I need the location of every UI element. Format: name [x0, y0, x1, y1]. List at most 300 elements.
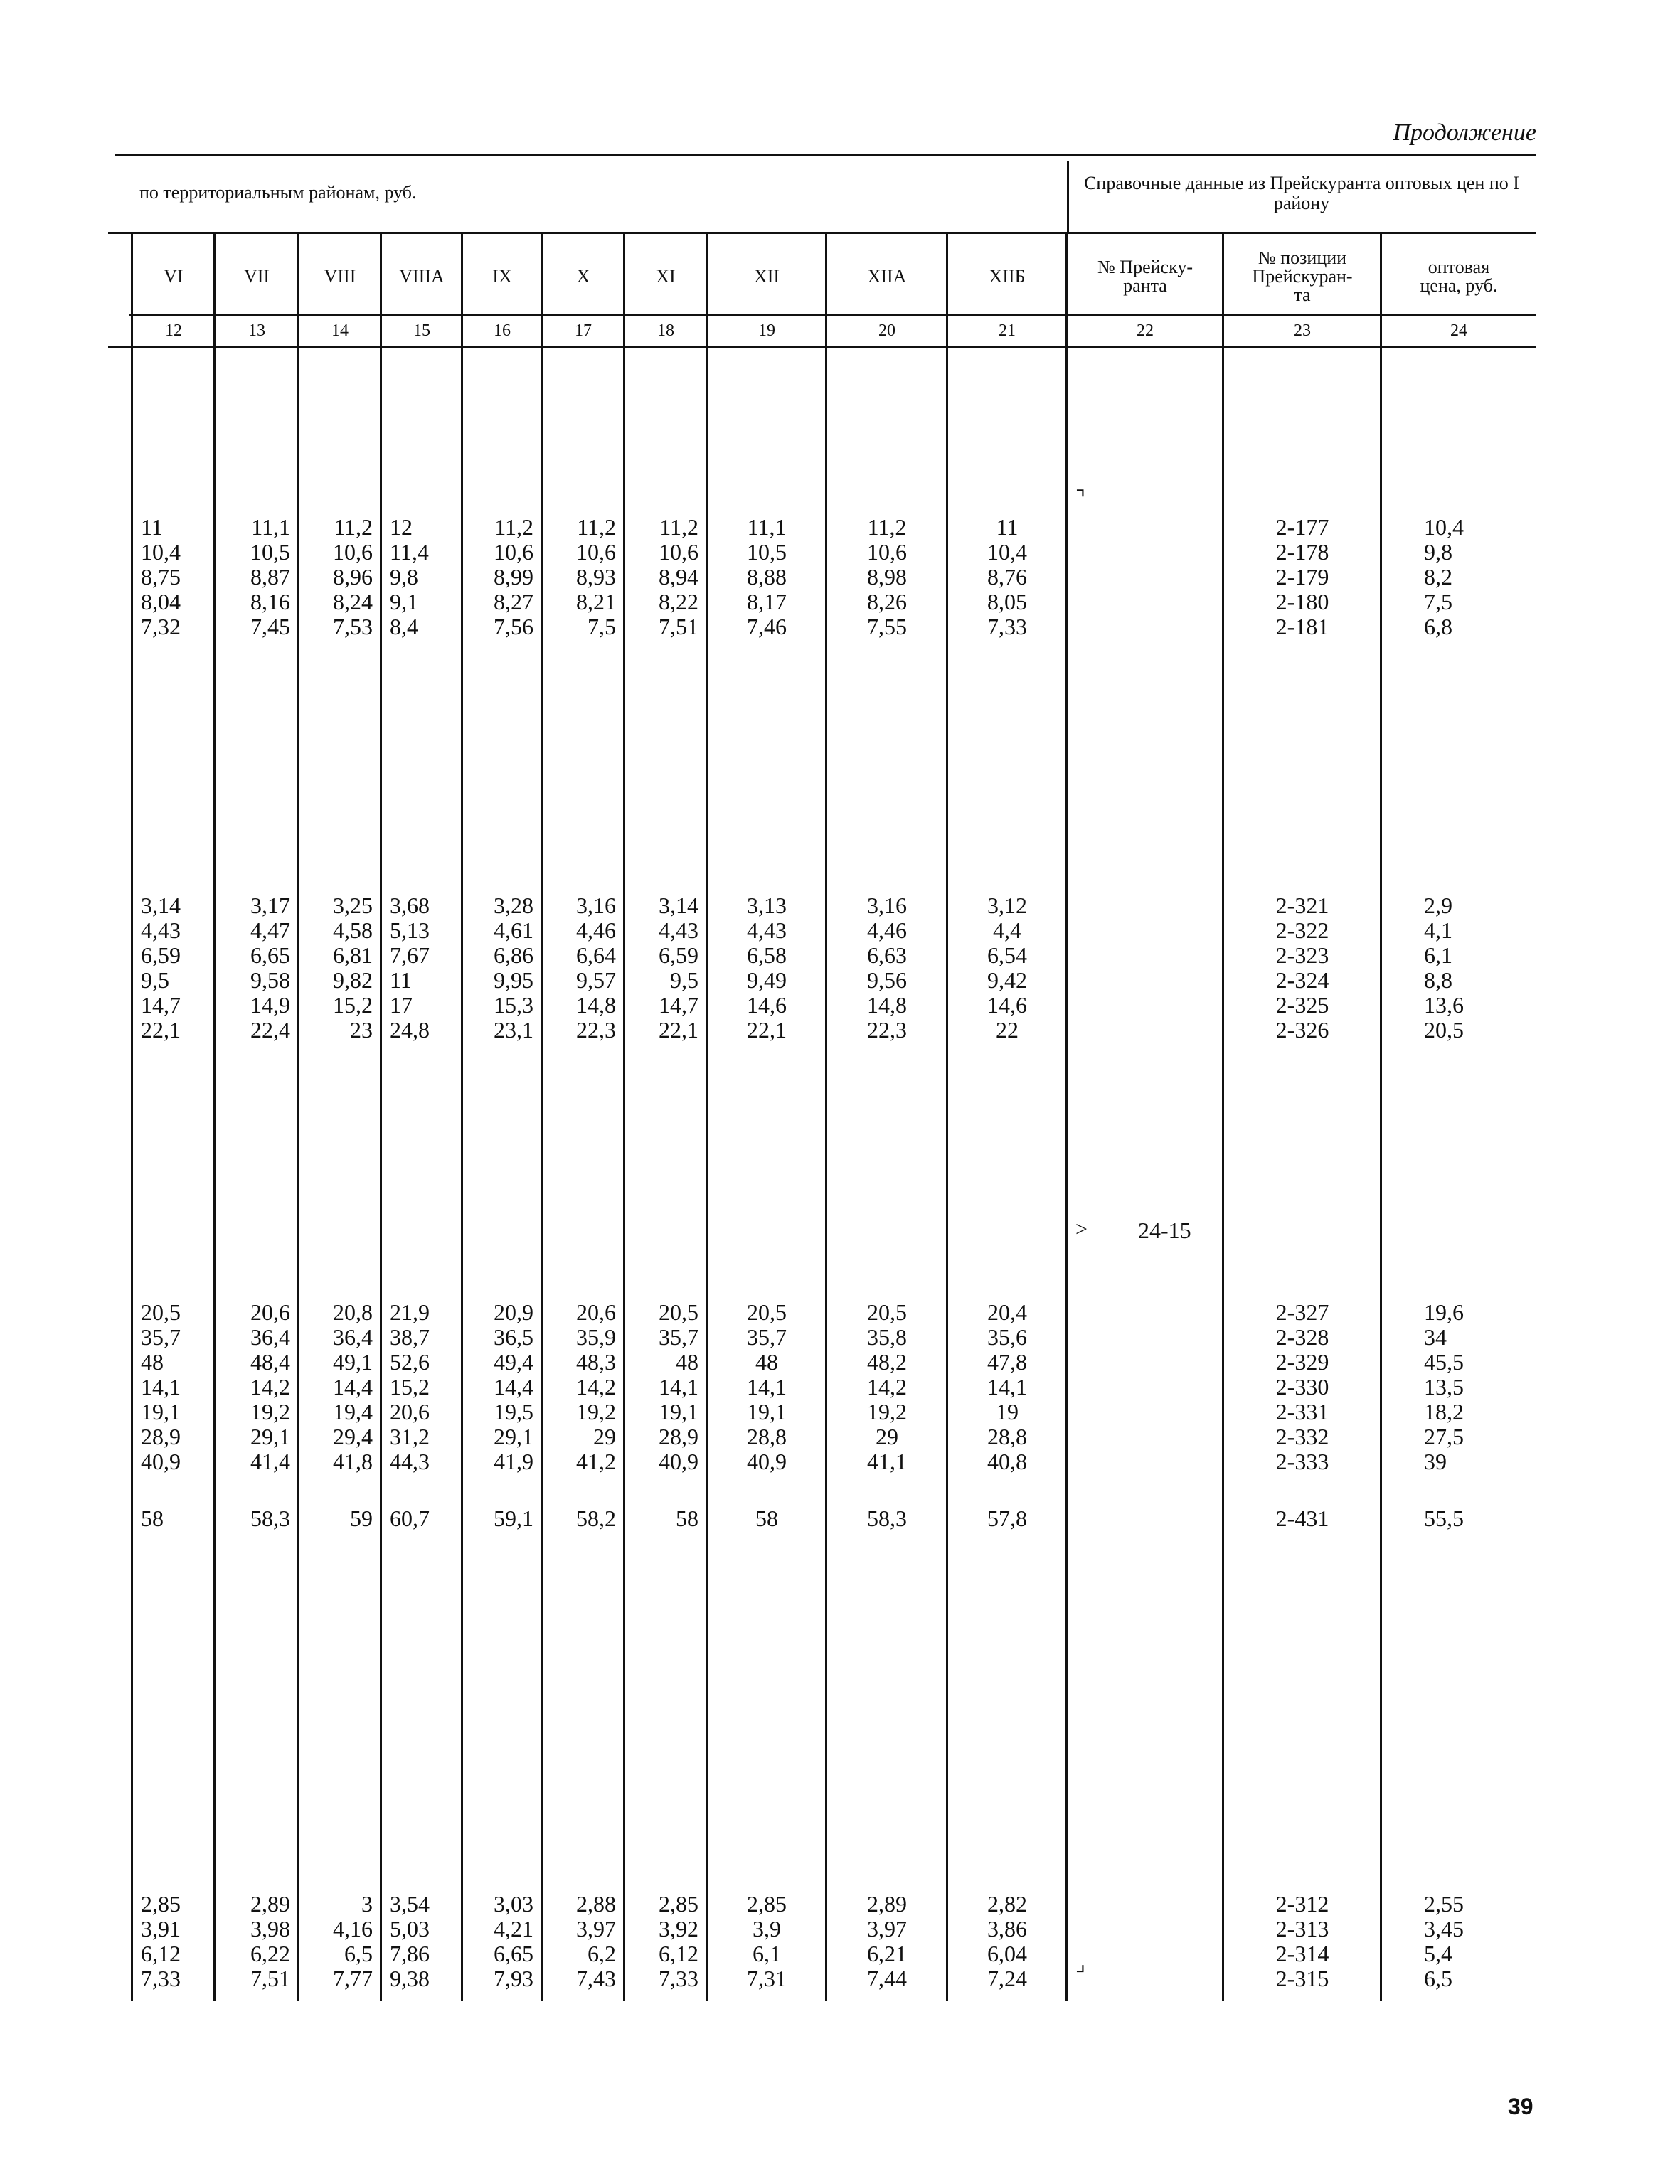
position-number: 2-322: [1275, 917, 1329, 943]
table-cell: 35,9: [576, 1324, 616, 1350]
table-cell: 6,54: [987, 942, 1027, 968]
position-number: 2-327: [1275, 1299, 1329, 1325]
table-cell: 8,26: [867, 589, 907, 614]
table-cell: 22,3: [576, 1017, 616, 1043]
wholesale-price: 45,5: [1424, 1349, 1464, 1375]
position-number: 2-179: [1275, 564, 1329, 590]
table-cell: 7,46: [747, 614, 787, 639]
table-cell: 7,43: [576, 1966, 616, 1991]
table-cell: 3,68: [390, 893, 430, 918]
table-cell: 20,5: [141, 1299, 181, 1325]
table-cell: 28,9: [659, 1424, 698, 1449]
table-cell: 11,2: [867, 514, 907, 540]
position-number: 2-331: [1275, 1399, 1329, 1424]
table-cell: 14,2: [867, 1374, 907, 1400]
table-cell: 35,6: [987, 1324, 1027, 1350]
table-cell: 14,1: [141, 1374, 181, 1400]
table-cell: 6,22: [250, 1941, 290, 1966]
table-cell: 20,6: [390, 1399, 430, 1424]
table-cell: 22,4: [250, 1017, 290, 1043]
table-cell: 9,8: [390, 564, 418, 590]
table-cell: 22,1: [141, 1017, 181, 1043]
table-cell: 10,4: [987, 539, 1027, 565]
table-cell: 14,1: [747, 1374, 787, 1400]
column-header: IX: [492, 266, 512, 287]
table-cell: 20,4: [987, 1299, 1027, 1325]
table-cell: 36,4: [250, 1324, 290, 1350]
table-cell: 49,1: [333, 1349, 373, 1375]
table-cell: 58: [141, 1506, 164, 1531]
table-cell: 4,43: [659, 917, 698, 943]
table-cell: 4,4: [993, 917, 1021, 943]
wholesale-price: 5,4: [1424, 1941, 1452, 1966]
table-cell: 6,04: [987, 1941, 1027, 1966]
table-cell: 48: [676, 1349, 698, 1375]
table-cell: 29,1: [250, 1424, 290, 1449]
table-cell: 11: [141, 514, 163, 540]
table-cell: 3,13: [747, 893, 787, 918]
table-cell: 3,25: [333, 893, 373, 918]
table-cell: 22,1: [747, 1017, 787, 1043]
table-cell: 8,24: [333, 589, 373, 614]
table-cell: 3,9: [753, 1916, 781, 1941]
table-cell: 22: [996, 1017, 1019, 1043]
table-cell: 10,6: [333, 539, 373, 565]
table-cell: 60,7: [390, 1506, 430, 1531]
table-cell: 5,03: [390, 1916, 430, 1941]
column-rule: [946, 233, 948, 2001]
table-cell: 4,58: [333, 917, 373, 943]
table-cell: 6,86: [494, 942, 533, 968]
table-cell: 3,17: [250, 893, 290, 918]
top-rule: [115, 154, 1536, 156]
price-list-number: 24-15: [1138, 1218, 1191, 1243]
table-cell: 14,1: [987, 1374, 1027, 1400]
column-number: 19: [758, 321, 775, 340]
table-cell: 58: [676, 1506, 698, 1531]
table-cell: 14,4: [494, 1374, 533, 1400]
table-cell: 8,05: [987, 589, 1027, 614]
position-number: 2-332: [1275, 1424, 1329, 1449]
column-number: 16: [494, 321, 511, 340]
page-number: 39: [1508, 2094, 1533, 2119]
table-cell: 14,4: [333, 1374, 373, 1400]
table-cell: 6,63: [867, 942, 907, 968]
position-number: 2-181: [1275, 614, 1329, 639]
table-cell: 4,46: [576, 917, 616, 943]
table-cell: 6,12: [141, 1941, 181, 1966]
continuation-label: Продолжение: [1393, 119, 1536, 146]
table-cell: 48: [755, 1349, 778, 1375]
table-cell: 9,5: [141, 967, 169, 993]
table-cell: 11,2: [659, 514, 698, 540]
column-rule: [1065, 233, 1068, 2001]
table-cell: 22,3: [867, 1017, 907, 1043]
column-header: № позиции Прейскуран- та: [1252, 247, 1353, 305]
table-cell: 19,2: [867, 1399, 907, 1424]
position-number: 2-314: [1275, 1941, 1329, 1966]
table-cell: 11,4: [390, 539, 429, 565]
table-cell: 7,51: [250, 1966, 290, 1991]
table-cell: 20,5: [867, 1299, 907, 1325]
position-number: 2-431: [1275, 1506, 1329, 1531]
table-cell: 58,3: [867, 1506, 907, 1531]
table-cell: 3,14: [141, 893, 181, 918]
wholesale-price: 19,6: [1424, 1299, 1464, 1325]
column-number: 22: [1137, 321, 1154, 340]
wholesale-price: 39: [1424, 1449, 1447, 1474]
table-cell: 17: [390, 992, 413, 1018]
group-brace-top: ⌝: [1075, 487, 1086, 511]
table-cell: 19,2: [576, 1399, 616, 1424]
table-cell: 6,21: [867, 1941, 907, 1966]
table-cell: 7,93: [494, 1966, 533, 1991]
table-cell: 6,1: [753, 1941, 781, 1966]
table-cell: 14,8: [867, 992, 907, 1018]
column-header: X: [576, 266, 590, 287]
table-cell: 20,9: [494, 1299, 533, 1325]
table-cell: 6,59: [659, 942, 698, 968]
table-cell: 35,7: [141, 1324, 181, 1350]
table-cell: 2,89: [250, 1891, 290, 1917]
table-cell: 11,2: [577, 514, 616, 540]
table-cell: 20,6: [250, 1299, 290, 1325]
table-cell: 2,85: [747, 1891, 787, 1917]
table-cell: 8,27: [494, 589, 533, 614]
table-cell: 14,9: [250, 992, 290, 1018]
table-cell: 8,94: [659, 564, 698, 590]
table-cell: 20,5: [747, 1299, 787, 1325]
table-cell: 41,4: [250, 1449, 290, 1474]
table-cell: 57,8: [987, 1506, 1027, 1531]
wholesale-price: 10,4: [1424, 514, 1464, 540]
column-header: XII: [753, 266, 780, 287]
table-cell: 9,5: [670, 967, 698, 993]
table-cell: 6,64: [576, 942, 616, 968]
wholesale-price: 2,55: [1424, 1891, 1464, 1917]
table-cell: 10,5: [747, 539, 787, 565]
table-cell: 19: [996, 1399, 1019, 1424]
table-cell: 2,82: [987, 1891, 1027, 1917]
column-header: оптовая цена, руб.: [1420, 257, 1498, 296]
table-cell: 14,1: [659, 1374, 698, 1400]
column-rule: [213, 233, 216, 2001]
column-number: 13: [248, 321, 265, 340]
table-cell: 8,04: [141, 589, 181, 614]
header-right: Справочные данные из Прейскуранта оптовых цен по I району: [1084, 173, 1519, 213]
table-cell: 19,4: [333, 1399, 373, 1424]
table-cell: 15,3: [494, 992, 533, 1018]
column-number: 18: [657, 321, 674, 340]
table-cell: 7,53: [333, 614, 373, 639]
table-cell: 24,8: [390, 1017, 430, 1043]
table-cell: 8,88: [747, 564, 787, 590]
header-left: по территориальным районам, руб.: [139, 182, 417, 203]
position-number: 2-330: [1275, 1374, 1329, 1400]
table-cell: 52,6: [390, 1349, 430, 1375]
table-cell: 40,9: [659, 1449, 698, 1474]
table-cell: 7,31: [747, 1966, 787, 1991]
wholesale-price: 6,5: [1424, 1966, 1452, 1991]
table-cell: 29,4: [333, 1424, 373, 1449]
table-cell: 8,98: [867, 564, 907, 590]
table-cell: 20,8: [333, 1299, 373, 1325]
table-cell: 10,6: [494, 539, 533, 565]
wholesale-price: 34: [1424, 1324, 1447, 1350]
table-cell: 38,7: [390, 1324, 430, 1350]
table-cell: 10,4: [141, 539, 181, 565]
table-cell: 11,1: [747, 514, 787, 540]
table-cell: 7,32: [141, 614, 181, 639]
table-cell: 23: [350, 1017, 373, 1043]
table-cell: 3,92: [659, 1916, 698, 1941]
table-cell: 48: [141, 1349, 164, 1375]
table-cell: 41,1: [867, 1449, 907, 1474]
table-cell: 3,14: [659, 893, 698, 918]
table-cell: 9,56: [867, 967, 907, 993]
table-cell: 8,21: [576, 589, 616, 614]
table-cell: 48,3: [576, 1349, 616, 1375]
column-rule: [541, 233, 543, 2001]
column-number: 21: [999, 321, 1016, 340]
position-number: 2-326: [1275, 1017, 1329, 1043]
group-brace-middle: >: [1075, 1218, 1088, 1241]
table-cell: 8,75: [141, 564, 181, 590]
table-cell: 11,2: [334, 514, 373, 540]
table-cell: 3,16: [576, 893, 616, 918]
wholesale-price: 20,5: [1424, 1017, 1464, 1043]
table-cell: 6,65: [250, 942, 290, 968]
position-number: 2-328: [1275, 1324, 1329, 1350]
table-cell: 6,2: [588, 1941, 616, 1966]
position-number: 2-329: [1275, 1349, 1329, 1375]
table-cell: 3,16: [867, 893, 907, 918]
table-cell: 14,7: [659, 992, 698, 1018]
table-cell: 22,1: [659, 1017, 698, 1043]
table-cell: 44,3: [390, 1449, 430, 1474]
position-number: 2-325: [1275, 992, 1329, 1018]
table-cell: 7,33: [987, 614, 1027, 639]
table-cell: 5,13: [390, 917, 430, 943]
table-cell: 36,5: [494, 1324, 533, 1350]
column-number: 17: [575, 321, 592, 340]
table-cell: 41,8: [333, 1449, 373, 1474]
table-cell: 8,16: [250, 589, 290, 614]
table-cell: 40,9: [141, 1449, 181, 1474]
position-number: 2-180: [1275, 589, 1329, 614]
header-divider: [1067, 161, 1069, 233]
table-cell: 7,86: [390, 1941, 430, 1966]
table-cell: 14,7: [141, 992, 181, 1018]
table-cell: 8,76: [987, 564, 1027, 590]
table-cell: 11: [390, 967, 412, 993]
table-cell: 58: [755, 1506, 778, 1531]
table-cell: 8,4: [390, 614, 418, 639]
table-cell: 3,91: [141, 1916, 181, 1941]
table-cell: 15,2: [333, 992, 373, 1018]
table-cell: 7,56: [494, 614, 533, 639]
column-number: 12: [165, 321, 182, 340]
table-cell: 8,96: [333, 564, 373, 590]
table-cell: 4,21: [494, 1916, 533, 1941]
table-cell: 41,9: [494, 1449, 533, 1474]
column-header: XIIA: [867, 266, 907, 287]
wholesale-price: 6,1: [1424, 942, 1452, 968]
wholesale-price: 8,8: [1424, 967, 1452, 993]
position-number: 2-321: [1275, 893, 1329, 918]
table-cell: 4,46: [867, 917, 907, 943]
table-cell: 8,87: [250, 564, 290, 590]
table-cell: 6,59: [141, 942, 181, 968]
table-cell: 4,43: [747, 917, 787, 943]
position-number: 2-177: [1275, 514, 1329, 540]
wholesale-price: 6,8: [1424, 614, 1452, 639]
column-number: 14: [331, 321, 349, 340]
wholesale-price: 8,2: [1424, 564, 1452, 590]
position-number: 2-324: [1275, 967, 1329, 993]
table-cell: 6,5: [344, 1941, 373, 1966]
table-cell: 19,2: [250, 1399, 290, 1424]
column-number-rule-top: [129, 314, 1536, 316]
table-cell: 12: [390, 514, 413, 540]
table-cell: 14,8: [576, 992, 616, 1018]
table-cell: 11,2: [494, 514, 533, 540]
table-cell: 9,57: [576, 967, 616, 993]
table-cell: 7,51: [659, 614, 698, 639]
group-brace-bottom: ⌟: [1075, 1952, 1086, 1976]
table-cell: 35,7: [747, 1324, 787, 1350]
table-cell: 23,1: [494, 1017, 533, 1043]
table-cell: 7,45: [250, 614, 290, 639]
table-cell: 14,6: [987, 992, 1027, 1018]
position-number: 2-323: [1275, 942, 1329, 968]
table-cell: 4,43: [141, 917, 181, 943]
table-cell: 14,6: [747, 992, 787, 1018]
column-number: 23: [1294, 321, 1311, 340]
table-cell: 4,47: [250, 917, 290, 943]
column-header: VII: [243, 266, 270, 287]
table-cell: 6,81: [333, 942, 373, 968]
column-rule: [461, 233, 463, 2001]
table-cell: 9,82: [333, 967, 373, 993]
position-number: 2-333: [1275, 1449, 1329, 1474]
table-cell: 58,3: [250, 1506, 290, 1531]
table-cell: 9,42: [987, 967, 1027, 993]
table-cell: 4,16: [333, 1916, 373, 1941]
table-cell: 10,6: [576, 539, 616, 565]
column-number: 20: [878, 321, 895, 340]
table-cell: 35,8: [867, 1324, 907, 1350]
table-cell: 14,2: [576, 1374, 616, 1400]
table-cell: 3,54: [390, 1891, 430, 1917]
column-header: XIIБ: [989, 266, 1026, 287]
table-cell: 3: [361, 1891, 373, 1917]
column-rule: [706, 233, 708, 2001]
table-cell: 9,49: [747, 967, 787, 993]
table-cell: 28,8: [747, 1424, 787, 1449]
column-header: VIII: [324, 266, 356, 287]
table-cell: 3,28: [494, 893, 533, 918]
wholesale-price: 4,1: [1424, 917, 1452, 943]
wholesale-price: 18,2: [1424, 1399, 1464, 1424]
table-cell: 2,85: [141, 1891, 181, 1917]
column-rule: [1380, 233, 1382, 2001]
table-cell: 2,88: [576, 1891, 616, 1917]
table-cell: 6,65: [494, 1941, 533, 1966]
column-number: 24: [1450, 321, 1467, 340]
table-cell: 36,4: [333, 1324, 373, 1350]
table-cell: 19,1: [141, 1399, 181, 1424]
table-cell: 40,9: [747, 1449, 787, 1474]
table-cell: 9,95: [494, 967, 533, 993]
table-cell: 58,2: [576, 1506, 616, 1531]
table-cell: 3,12: [987, 893, 1027, 918]
table-cell: 59: [350, 1506, 373, 1531]
table-cell: 7,44: [867, 1966, 907, 1991]
position-number: 2-315: [1275, 1966, 1329, 1991]
table-cell: 7,5: [588, 614, 616, 639]
table-cell: 3,97: [576, 1916, 616, 1941]
table-cell: 3,03: [494, 1891, 533, 1917]
wholesale-price: 2,9: [1424, 893, 1452, 918]
table-cell: 19,1: [747, 1399, 787, 1424]
table-cell: 8,99: [494, 564, 533, 590]
table-cell: 10,6: [867, 539, 907, 565]
column-rule: [1222, 233, 1224, 2001]
table-cell: 15,2: [390, 1374, 430, 1400]
table-cell: 6,12: [659, 1941, 698, 1966]
table-cell: 31,2: [390, 1424, 430, 1449]
table-cell: 2,85: [659, 1891, 698, 1917]
table-cell: 2,89: [867, 1891, 907, 1917]
table-cell: 11,1: [251, 514, 290, 540]
table-cell: 3,97: [867, 1916, 907, 1941]
wholesale-price: 13,5: [1424, 1374, 1464, 1400]
table-cell: 7,33: [659, 1966, 698, 1991]
table-cell: 20,5: [659, 1299, 698, 1325]
table-cell: 35,7: [659, 1324, 698, 1350]
table-cell: 21,9: [390, 1299, 430, 1325]
column-number: 15: [413, 321, 430, 340]
table-cell: 48,4: [250, 1349, 290, 1375]
table-cell: 4,61: [494, 917, 533, 943]
table-cell: 29: [876, 1424, 898, 1449]
table-cell: 7,67: [390, 942, 430, 968]
column-header: XI: [656, 266, 676, 287]
column-rule: [825, 233, 827, 2001]
table-cell: 7,77: [333, 1966, 373, 1991]
table-cell: 6,58: [747, 942, 787, 968]
table-cell: 10,5: [250, 539, 290, 565]
table-cell: 7,33: [141, 1966, 181, 1991]
wholesale-price: 9,8: [1424, 539, 1452, 565]
table-cell: 59,1: [494, 1506, 533, 1531]
wholesale-price: 7,5: [1424, 589, 1452, 614]
column-rule: [297, 233, 299, 2001]
wholesale-price: 13,6: [1424, 992, 1464, 1018]
table-cell: 3,98: [250, 1916, 290, 1941]
column-rule: [380, 233, 382, 2001]
wholesale-price: 3,45: [1424, 1916, 1464, 1941]
table-cell: 9,1: [390, 589, 418, 614]
table-cell: 29,1: [494, 1424, 533, 1449]
column-rule: [131, 233, 133, 2001]
table-cell: 20,6: [576, 1299, 616, 1325]
column-header: VIIIA: [399, 266, 445, 287]
table-cell: 29: [593, 1424, 616, 1449]
position-number: 2-312: [1275, 1891, 1329, 1917]
table-cell: 28,9: [141, 1424, 181, 1449]
